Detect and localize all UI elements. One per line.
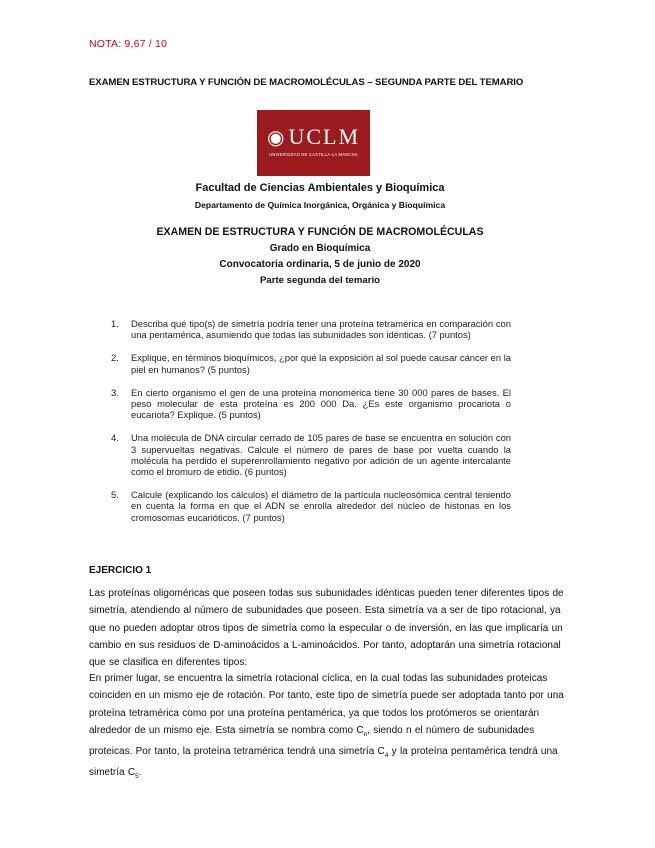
logo-wordmark [257, 124, 370, 150]
logo-text: UCLM [288, 124, 360, 149]
faculty-name: Facultad de Ciencias Ambientales y Bioquímica [195, 182, 445, 194]
paragraph-text: , siendo n el número de subunidades proteicas. Por tanto, la proteína tetramérica tendrá una simetría C [89, 724, 535, 758]
question-item [111, 352, 511, 374]
department-name: Departamento de Química Inorgánica, Orgánica y Bioquímica [194, 200, 446, 210]
exercise-heading: EJERCICIO 1 [89, 565, 152, 576]
logo-emblem-icon: ◉ [266, 127, 287, 149]
subscript: 4 [384, 752, 389, 760]
paragraph-text: . [138, 767, 142, 779]
paragraph-text: En primer lugar, se encuentra la simetría rotacional cíclica, en la cual todas las subunidades proteicas coinciden en un mismo eje de rotación. Por tanto, este tipo de simetría puede ser adoptada tanto por una proteína tetramérica como por una proteína pentamérica, ya que todos los protómeros se orientarán alrededor de un mismo eje. Esta simetría se nombra como C [89, 673, 564, 736]
question-item [111, 432, 511, 477]
uclm-logo [257, 110, 370, 176]
answer-paragraph-2 [89, 670, 567, 786]
question-item [111, 318, 511, 340]
exam-session: Convocatoria ordinaria, 5 de junio de 2020 [219, 259, 421, 270]
subscript: n [363, 730, 368, 738]
exam-part: Parte segunda del temario [260, 275, 380, 286]
question-list [111, 318, 511, 535]
grade-label: NOTA: 9,67 / 10 [89, 38, 168, 50]
degree-name: Grado en Bioquímica [269, 243, 371, 254]
question-text: En cierto organismo el gen de una proteína monomérica tiene 30 000 pares de bases. El peso molecular de esta proteína es 200 000 Da. ¿Es este organismo procariota o eucariota? Explique. (5 puntos) [131, 386, 511, 421]
question-text: Una molécula de DNA circular cerrado de 105 pares de base se encuentra en solución con 3 supervueltas negativas. Calcule el número de pares de base por vuelta cuando la molécula ha perdido el superenrollamiento negativo por adición de un agente intercalante como el bromuro de etidio. (6 puntos) [131, 432, 511, 478]
question-text: Describa qué tipo(s) de simetría podría tener una proteína tetramérica en comparación con una pentamérica, asumiendo que todas las subunidades son idénticas. (7 puntos) [131, 318, 511, 341]
paragraph-text: y la proteína pentamérica tendrá una simetría C [89, 746, 558, 779]
subscript: 5 [135, 773, 139, 781]
question-number: 3. [111, 386, 119, 398]
question-text: Explique, en términos bioquímicos, ¿por qué la exposición al sol puede causar cáncer en la piel en humanos? (5 puntos) [131, 352, 511, 375]
question-number: 1. [111, 318, 119, 329]
question-number: 2. [111, 352, 119, 364]
question-number: 5. [111, 489, 119, 501]
question-number: 4. [111, 432, 119, 444]
question-item [111, 489, 511, 523]
document-title: EXAMEN ESTRUCTURA Y FUNCIÓN DE MACROMOLÉCULAS – SEGUNDA PARTE DEL TEMARIO [89, 77, 524, 88]
exam-header [90, 182, 550, 286]
question-text: Calcule (explicando los cálculos) el diámetro de la partícula nucleosómica central teniendo en cuenta la forma en que el ADN se enrolla alrededor del núcleo de histonas en los cromosomas eucarióticos. (7 puntos) [131, 489, 511, 523]
answer-paragraph-1: Las proteínas oligoméricas que poseen todas sus subunidades idénticas pueden tener diferentes tipos de simetría, atendiendo al número de subunidades que poseen. Esta simetría va a ser de tipo rotacional, ya que no pueden adoptar otros tipos de simetría como la especular o de inversión, en las que implicaría un cambio en sus residuos de D-aminoácidos a L-aminoácidos. Por tanto, adoptarán una simetría rotacional que se clasifica en diferentes tipos: [89, 588, 564, 669]
exam-title: EXAMEN DE ESTRUCTURA Y FUNCIÓN DE MACROMOLÉCULAS [156, 226, 484, 238]
question-item [111, 387, 511, 421]
logo-subtitle: UNIVERSIDAD DE CASTILLA-LA MANCHA [269, 152, 358, 157]
